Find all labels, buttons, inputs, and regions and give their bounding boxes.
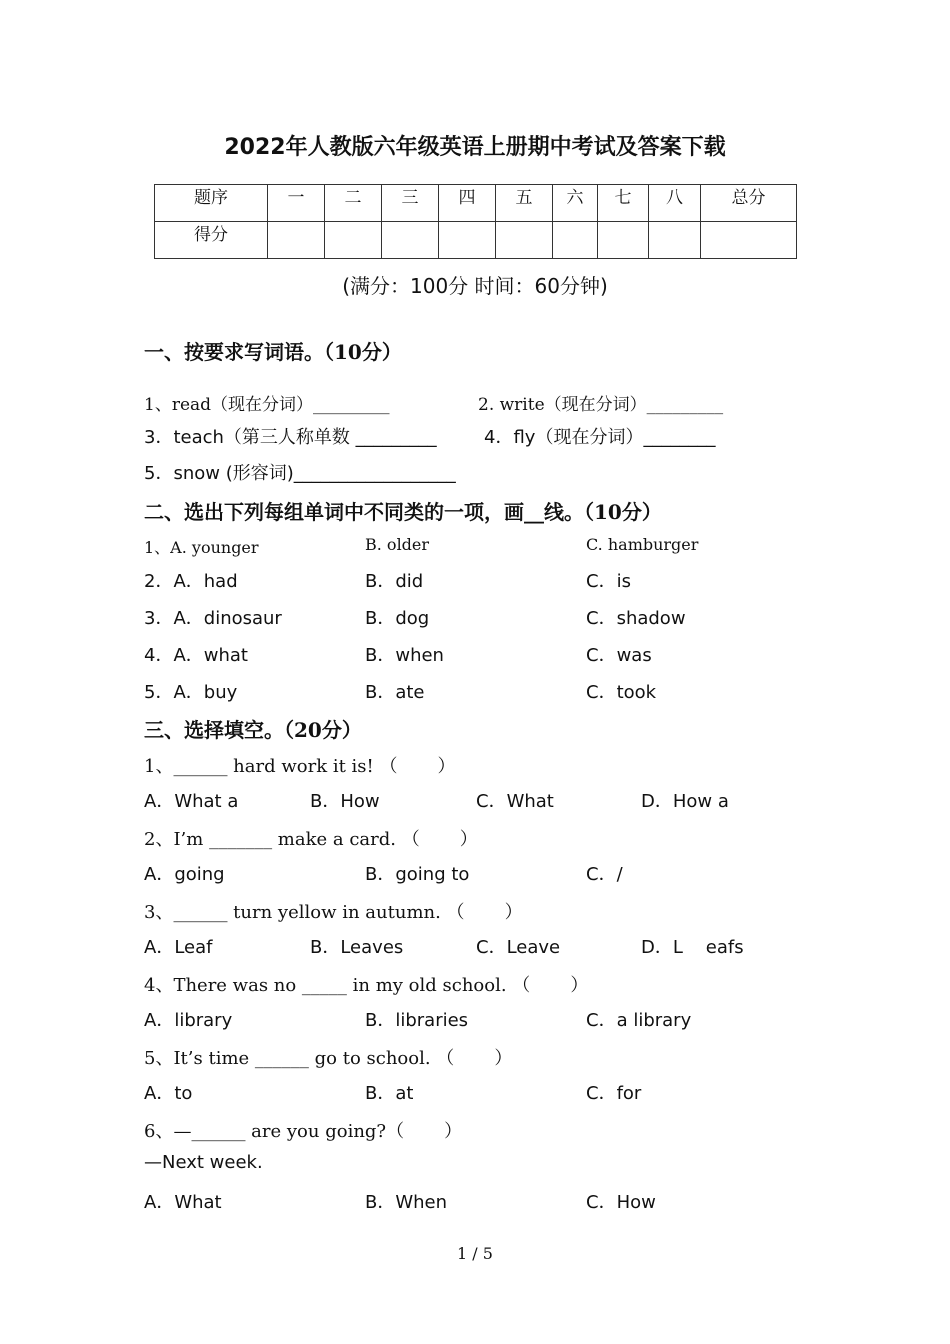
score-table-cell: 八 (649, 185, 701, 222)
s2-item-2-option-c: C．is (586, 571, 631, 592)
page-number: 1 / 5 (457, 1244, 493, 1263)
score-table-cell: 得分 (155, 222, 268, 259)
score-table-cell: 三 (382, 185, 439, 222)
s3-q6-option-c: C．How (586, 1192, 656, 1213)
score-input-cell[interactable] (598, 222, 649, 259)
score-input-cell[interactable] (553, 222, 598, 259)
document-title: 2022年人教版六年级英语上册期中考试及答案下载 (224, 135, 726, 160)
s2-item-4-option-c: C．was (586, 645, 652, 666)
score-input-cell[interactable] (496, 222, 553, 259)
score-input-cell[interactable] (701, 222, 797, 259)
full-score-and-time: (满分：100分 时间：60分钟) (342, 274, 608, 298)
s2-item-3-option-a: 3．A．dinosaur (144, 608, 282, 629)
s3-q6-option-a: A．What (144, 1192, 222, 1213)
score-table-cell: 二 (325, 185, 382, 222)
s3-question-4-stem: 4、There was no _____ in my old school. （ ） (144, 975, 589, 996)
s1-question-2: 2. write（现在分词）_________ (478, 395, 724, 415)
s3-q3-option-c: C．Leave (476, 937, 561, 958)
s3-q6-reply: —Next week. (144, 1152, 263, 1173)
section-1-heading: 一、按要求写词语。（10分） (144, 340, 402, 364)
s3-question-1-stem: 1、______ hard work it is! （ ） (144, 756, 456, 777)
s3-question-6-stem: 6、—______ are you going?（ ） (144, 1121, 463, 1142)
s2-item-1-option-b: B. older (365, 535, 430, 554)
score-table-cell: 题序 (155, 185, 268, 222)
score-input-cell[interactable] (439, 222, 496, 259)
s1-question-4: 4．fly（现在分词）________ (484, 427, 716, 448)
s2-item-2-option-a: 2．A．had (144, 571, 238, 592)
s3-q5-option-b: B．at (365, 1083, 414, 1104)
s3-q2-option-c: C．/ (586, 864, 623, 885)
s1-question-3: 3．teach（第三人称单数 _________ (144, 427, 437, 448)
s3-q4-option-a: A．library (144, 1010, 233, 1031)
s2-item-5-option-b: B．ate (365, 682, 425, 703)
score-table-score-row (155, 222, 797, 259)
section-3-heading: 三、选择填空。（20分） (144, 718, 362, 742)
s3-q1-option-d: D．How a (641, 791, 729, 812)
s3-q2-option-b: B．going to (365, 864, 470, 885)
s3-q4-option-c: C．a library (586, 1010, 692, 1031)
score-table-cell: 五 (496, 185, 553, 222)
s3-q3-option-b: B．Leaves (310, 937, 404, 958)
s3-q1-option-c: C．What (476, 791, 554, 812)
s2-item-4-option-b: B．when (365, 645, 444, 666)
s3-q3-option-a: A．Leaf (144, 937, 213, 958)
s3-q2-option-a: A．going (144, 864, 225, 885)
s3-question-2-stem: 2、I’m _______ make a card. （ ） (144, 829, 478, 850)
score-table (154, 184, 797, 259)
s2-item-1-option-a: 1、A. younger (144, 538, 259, 557)
s3-q1-option-b: B．How (310, 791, 380, 812)
score-input-cell[interactable] (268, 222, 325, 259)
score-table-cell: 七 (598, 185, 649, 222)
score-table-cell: 一 (268, 185, 325, 222)
s3-question-5-stem: 5、It’s time ______ go to school. （ ） (144, 1048, 513, 1069)
score-table-header-row (155, 185, 797, 222)
score-table-cell: 四 (439, 185, 496, 222)
s3-q4-option-b: B．libraries (365, 1010, 469, 1031)
s2-item-5-option-a: 5．A．buy (144, 682, 238, 703)
s2-item-3-option-c: C．shadow (586, 608, 686, 629)
s2-item-1-option-c: C. hamburger (586, 535, 699, 554)
s2-item-5-option-c: C．took (586, 682, 657, 703)
s3-q5-option-c: C．for (586, 1083, 642, 1104)
s2-item-2-option-b: B．did (365, 571, 424, 592)
s1-question-5: 5．snow (形容词)__________________ (144, 463, 456, 484)
score-input-cell[interactable] (325, 222, 382, 259)
s2-item-4-option-a: 4．A．what (144, 645, 248, 666)
score-input-cell[interactable] (382, 222, 439, 259)
score-input-cell[interactable] (649, 222, 701, 259)
section-2-heading: 二、选出下列每组单词中不同类的一项，画__线。（10分） (144, 500, 662, 524)
s3-question-3-stem: 3、______ turn yellow in autumn. （ ） (144, 902, 523, 923)
s3-q6-option-b: B．When (365, 1192, 448, 1213)
s3-q1-option-a: A．What a (144, 791, 239, 812)
s3-q5-option-a: A．to (144, 1083, 193, 1104)
score-table-cell: 六 (553, 185, 598, 222)
s3-q3-option-d: D．L eafs (641, 937, 744, 958)
s2-item-3-option-b: B．dog (365, 608, 430, 629)
s1-question-1: 1、read（现在分词）_________ (144, 395, 390, 415)
score-table-cell: 总分 (701, 185, 797, 222)
